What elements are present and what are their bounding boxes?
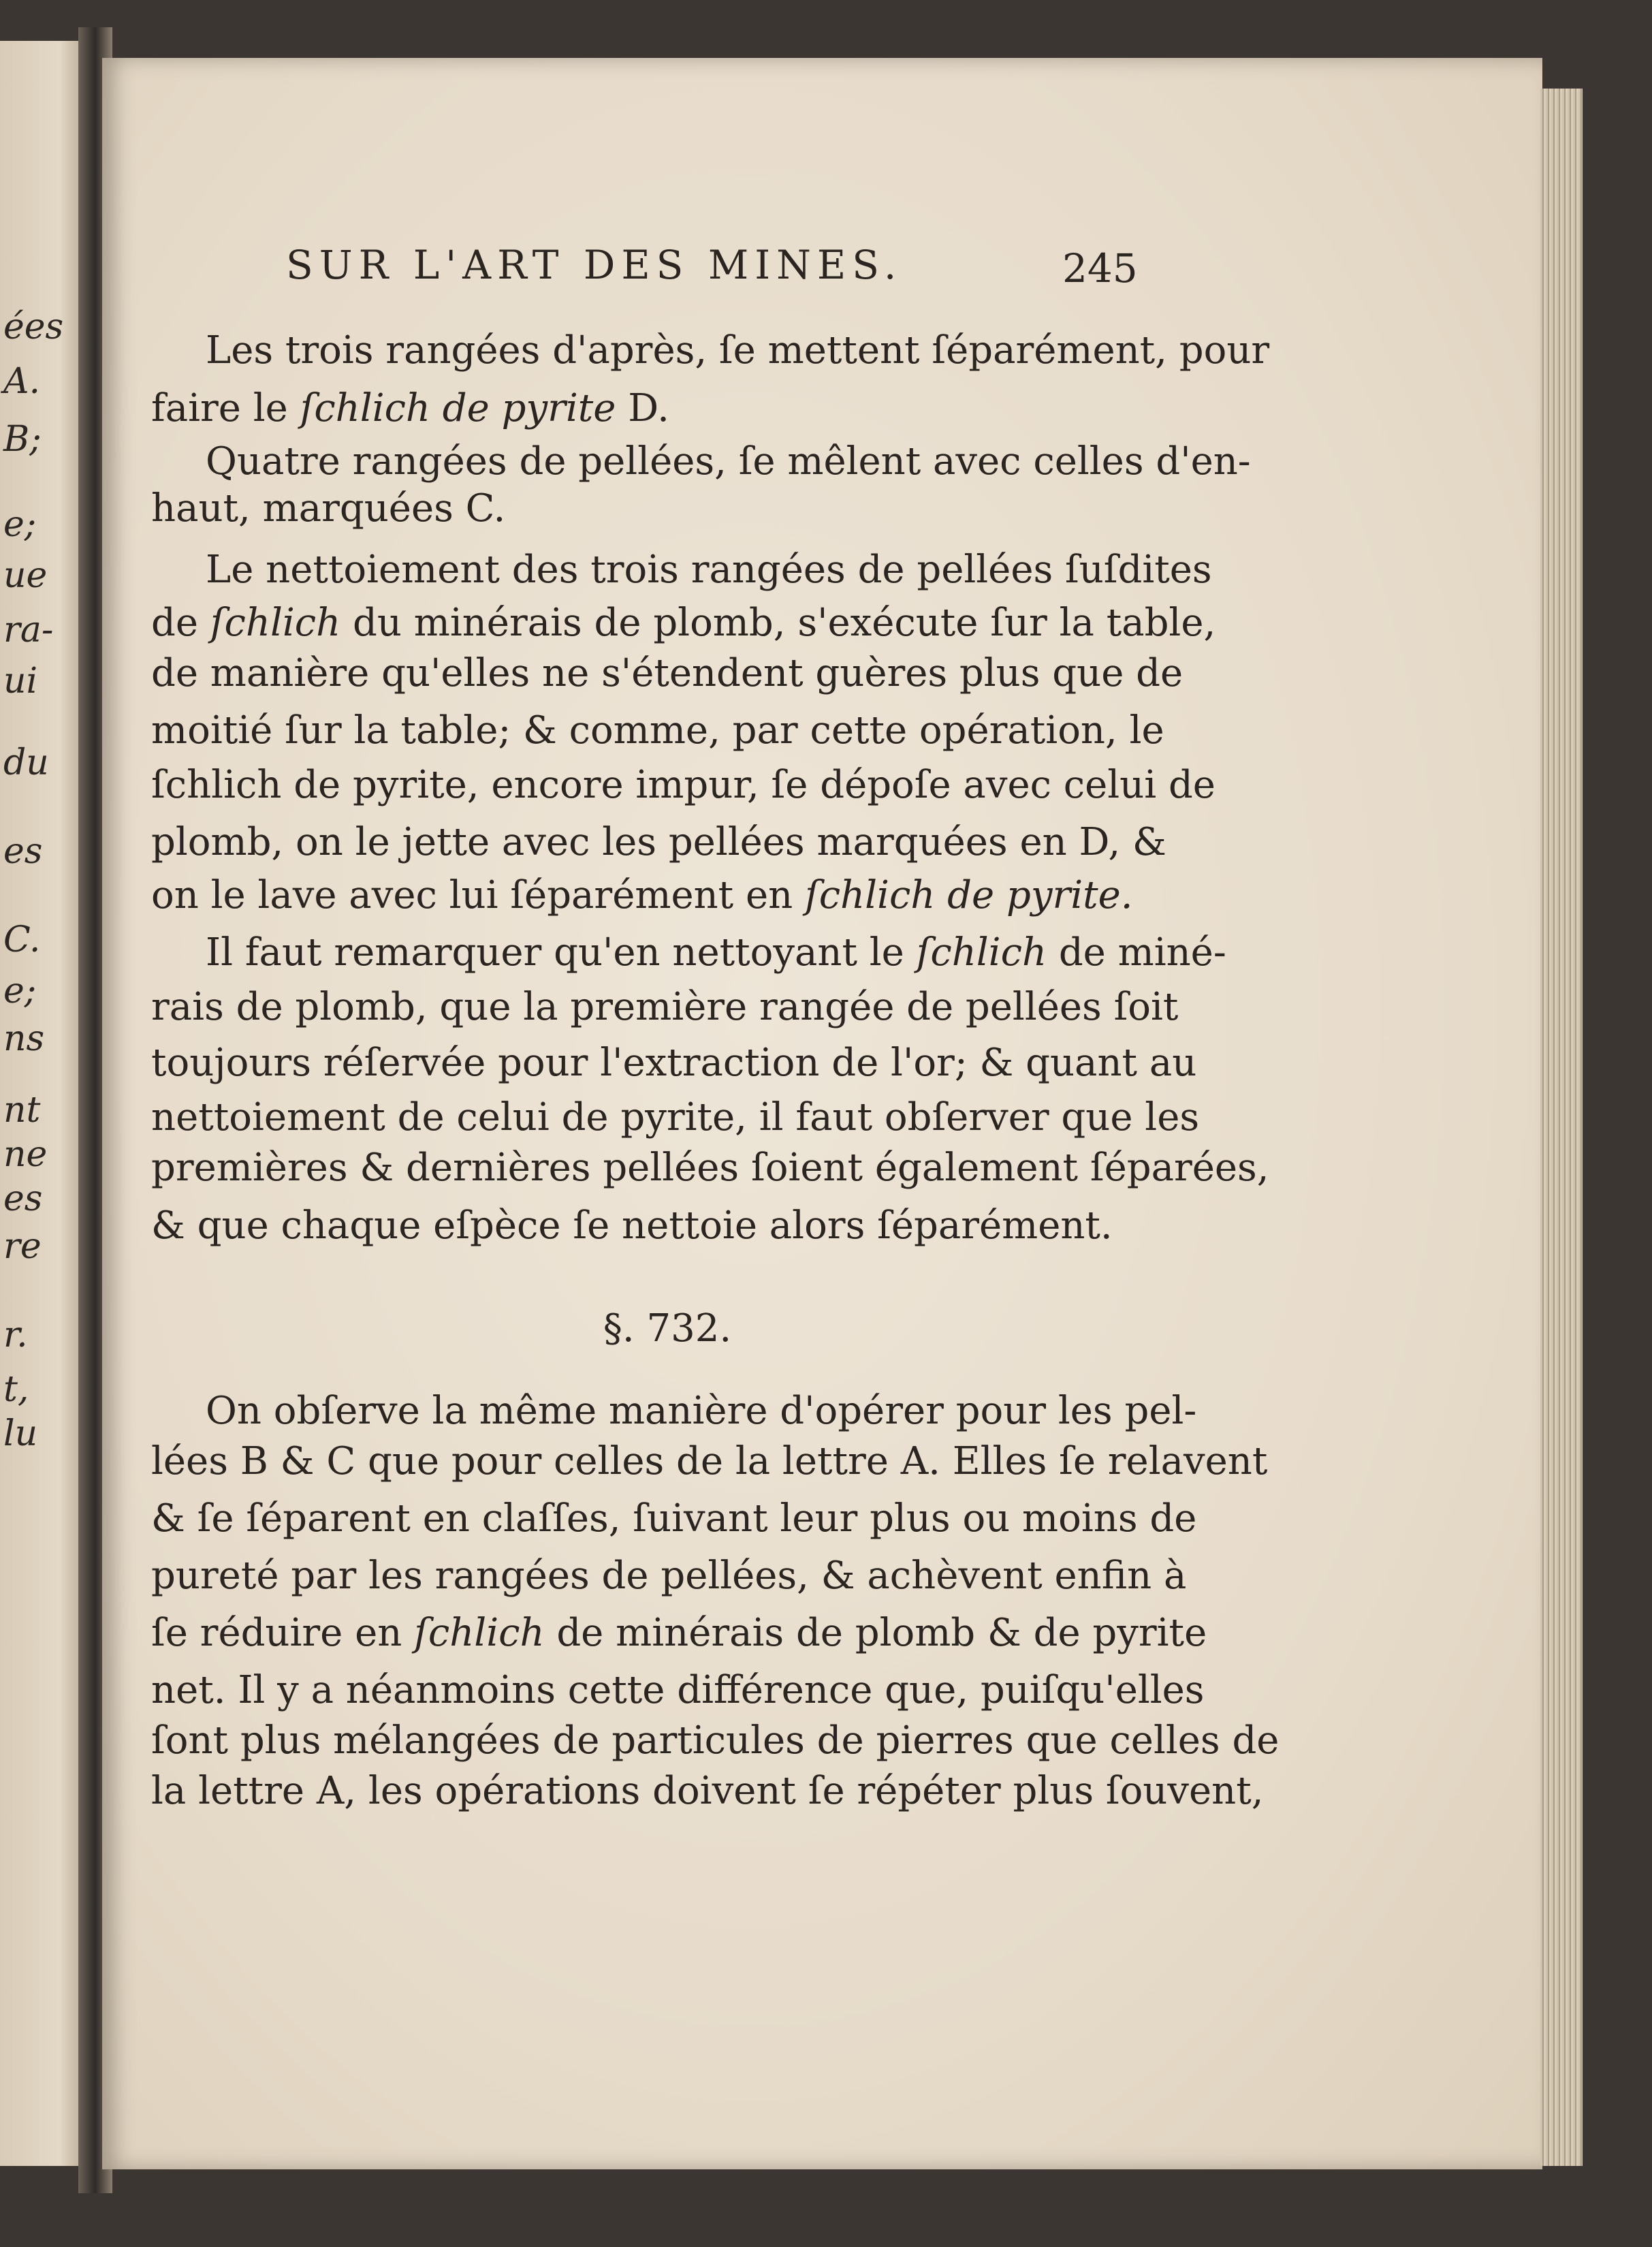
page-edges — [1540, 89, 1583, 2166]
text-line — [151, 1434, 1268, 1489]
margin-fragment: e; — [3, 971, 37, 1011]
italic-term: ſchlich — [210, 601, 341, 645]
text-segment: Quatre rangées de pellées, ſe mêlent avec celles d'en- — [206, 439, 1251, 484]
margin-fragment: du — [3, 742, 49, 783]
text-segment: net. Il y a néanmoins cette différence que, puiſqu'elles — [151, 1668, 1205, 1712]
text-line — [151, 758, 1216, 813]
section-heading: §. 732. — [603, 1306, 732, 1351]
text-line — [151, 1090, 1200, 1145]
text-line — [151, 1764, 1264, 1819]
running-head: SUR L'ART DES MINES. — [286, 242, 903, 288]
margin-fragment: lu — [3, 1413, 38, 1454]
margin-fragment: es — [3, 831, 43, 872]
page-number: 245 — [1062, 245, 1138, 292]
margin-fragment: C. — [3, 920, 41, 960]
text-segment: lées B & C que pour celles de la lettre A. Elles ſe relavent — [151, 1439, 1268, 1483]
italic-term: ſchlich de pyrite. — [804, 873, 1133, 917]
text-segment: ſont plus mélangées de particules de pierres que celles de — [151, 1718, 1280, 1763]
text-line — [151, 1384, 1197, 1439]
margin-fragment: e; — [3, 504, 37, 545]
text-line — [151, 1714, 1280, 1768]
text-segment: nettoiement de celui de pyrite, il faut obſerver que les — [151, 1095, 1200, 1140]
italic-term: ſchlich de pyrite — [300, 386, 616, 430]
text-segment: de minérais de plomb & de pyrite — [544, 1611, 1207, 1655]
text-segment: du minérais de plomb, s'exécute ſur la table, — [340, 601, 1216, 645]
margin-fragment: r. — [3, 1315, 28, 1355]
margin-fragment: ées — [3, 307, 64, 347]
text-line — [151, 1663, 1205, 1718]
text-line — [151, 980, 1179, 1035]
text-segment: de — [151, 601, 210, 645]
italic-term: ſchlich — [414, 1611, 545, 1655]
text-line — [151, 704, 1164, 758]
text-segment: de miné- — [1047, 930, 1226, 975]
text-line — [151, 543, 1212, 597]
text-segment: plomb, on le jette avec les pellées marquées en D, & — [151, 820, 1166, 864]
text-line — [151, 646, 1184, 701]
text-line — [151, 596, 1216, 650]
text-line — [151, 1141, 1269, 1195]
text-segment: On obſerve la même manière d'opérer pour les pel- — [206, 1389, 1197, 1433]
text-segment: Les trois rangées d'après, ſe mettent ſéparément, pour — [206, 328, 1270, 373]
italic-term: ſchlich — [916, 930, 1047, 975]
margin-fragment: es — [3, 1178, 43, 1219]
text-segment: la lettre A, les opérations doivent ſe répéter plus ſouvent, — [151, 1769, 1264, 1813]
text-line — [151, 324, 1270, 378]
text-line — [151, 381, 1147, 436]
text-segment: ſe réduire en — [151, 1611, 415, 1655]
text-segment: D. — [616, 386, 669, 430]
text-segment: faire le — [151, 386, 300, 430]
text-segment: on le lave avec lui ſéparément en — [151, 873, 805, 917]
text-line — [151, 1549, 1187, 1603]
text-line — [151, 1492, 1197, 1546]
text-line — [151, 482, 1147, 536]
text-segment: premières & dernières pellées ſoient également ſéparées, — [151, 1146, 1269, 1190]
text-segment: Il faut remarquer qu'en nettoyant le — [206, 930, 917, 975]
margin-fragment: ra- — [3, 610, 54, 650]
text-line — [151, 926, 1226, 980]
text-line — [151, 1606, 1207, 1661]
margin-fragment: ns — [3, 1018, 45, 1059]
margin-fragment: ne — [3, 1134, 48, 1175]
margin-fragment: ui — [3, 661, 38, 702]
text-line — [151, 435, 1251, 489]
margin-fragment: nt — [3, 1090, 41, 1131]
margin-fragment: A. — [3, 361, 41, 402]
text-segment: rais de plomb, que la première rangée de pellées ſoit — [151, 985, 1179, 1029]
margin-fragment: B; — [3, 419, 42, 460]
text-segment: ſchlich de pyrite, encore impur, ſe dépoſe avec celui de — [151, 763, 1216, 807]
text-segment: toujours réſervée pour l'extraction de l'or; & quant au — [151, 1041, 1197, 1085]
text-segment: & que chaque eſpèce ſe nettoie alors ſéparément. — [151, 1204, 1113, 1248]
margin-fragment: re — [3, 1226, 42, 1267]
margin-fragment: t, — [3, 1369, 29, 1410]
text-line — [151, 1199, 1147, 1253]
text-line — [151, 868, 1147, 923]
text-segment: de manière qu'elles ne s'étendent guères plus que de — [151, 651, 1184, 695]
text-segment: haut, marquées C. — [151, 486, 506, 531]
text-segment: & ſe ſéparent en claſſes, ſuivant leur plus ou moins de — [151, 1496, 1197, 1541]
text-segment: Le nettoiement des trois rangées de pellées ſuſdites — [206, 548, 1212, 592]
text-line — [151, 815, 1166, 870]
margin-fragment: ue — [3, 555, 48, 596]
text-segment: pureté par les rangées de pellées, & achèvent enfin à — [151, 1554, 1187, 1598]
text-line — [151, 1036, 1197, 1090]
text-segment: moitié ſur la table; & comme, par cette opération, le — [151, 708, 1164, 753]
